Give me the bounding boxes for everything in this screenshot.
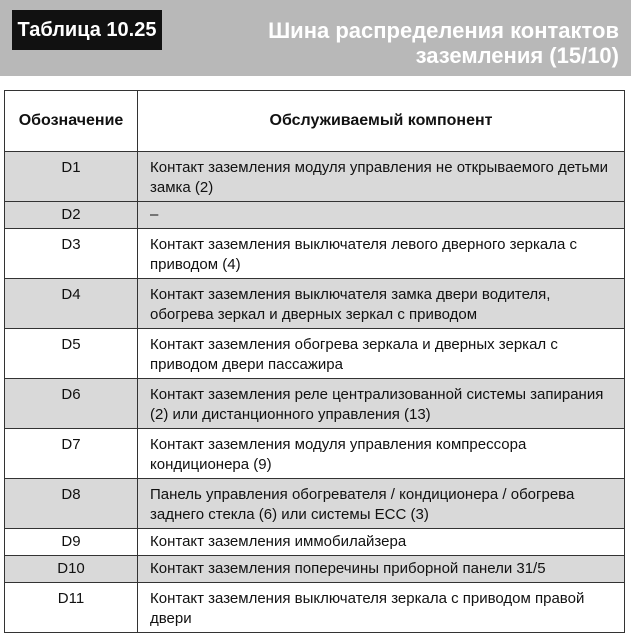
column-header-designation: Обозначение	[5, 91, 138, 152]
table-row	[5, 583, 625, 633]
row-code: D8	[5, 479, 138, 529]
row-code: D6	[5, 379, 138, 429]
grounding-table	[4, 90, 625, 633]
table-title-line-2: заземления (15/10)	[415, 43, 619, 68]
table-title-line-1: Шина распределения контактов	[268, 18, 619, 43]
row-code: D10	[5, 556, 138, 583]
table-row	[5, 279, 625, 329]
table-number-badge: Таблица 10.25	[12, 10, 162, 50]
row-description: Контакт заземления обогрева зеркала и дверных зеркал с приводом двери пассажира	[138, 329, 625, 379]
row-description: Контакт заземления выключателя левого дверного зеркала с приводом (4)	[138, 229, 625, 279]
row-description: Контакт заземления иммобилайзера	[138, 529, 625, 556]
table-row	[5, 202, 625, 229]
table-row	[5, 556, 625, 583]
row-description: Контакт заземления модуля управления компрессора кондиционера (9)	[138, 429, 625, 479]
row-description: Контакт заземления реле централизованной системы запирания (2) или дистанционного управления (13)	[138, 379, 625, 429]
row-description: Контакт заземления выключателя зеркала с приводом правой двери	[138, 583, 625, 633]
row-description: Панель управления обогревателя / кондиционера / обогрева заднего стекла (6) или системы ЕСС (3)	[138, 479, 625, 529]
row-code: D7	[5, 429, 138, 479]
row-description: Контакт заземления модуля управления не открываемого детьми замка (2)	[138, 152, 625, 202]
row-code: D3	[5, 229, 138, 279]
row-description: Контакт заземления поперечины приборной панели 31/5	[138, 556, 625, 583]
row-description: Контакт заземления выключателя замка двери водителя, обогрева зеркал и дверных зеркал с приводом	[138, 279, 625, 329]
column-header-component: Обслуживаемый компонент	[138, 91, 625, 152]
table-row	[5, 379, 625, 429]
table-row	[5, 429, 625, 479]
row-code: D4	[5, 279, 138, 329]
table-header-row	[5, 91, 625, 152]
table-row	[5, 229, 625, 279]
header-band	[0, 0, 631, 76]
row-code: D11	[5, 583, 138, 633]
table-row	[5, 479, 625, 529]
table-row	[5, 529, 625, 556]
row-code: D5	[5, 329, 138, 379]
table-title	[268, 18, 619, 68]
row-code: D9	[5, 529, 138, 556]
table-row	[5, 329, 625, 379]
table-row	[5, 152, 625, 202]
row-description: –	[138, 202, 625, 229]
row-code: D2	[5, 202, 138, 229]
row-code: D1	[5, 152, 138, 202]
grounding-table-container	[4, 90, 625, 633]
